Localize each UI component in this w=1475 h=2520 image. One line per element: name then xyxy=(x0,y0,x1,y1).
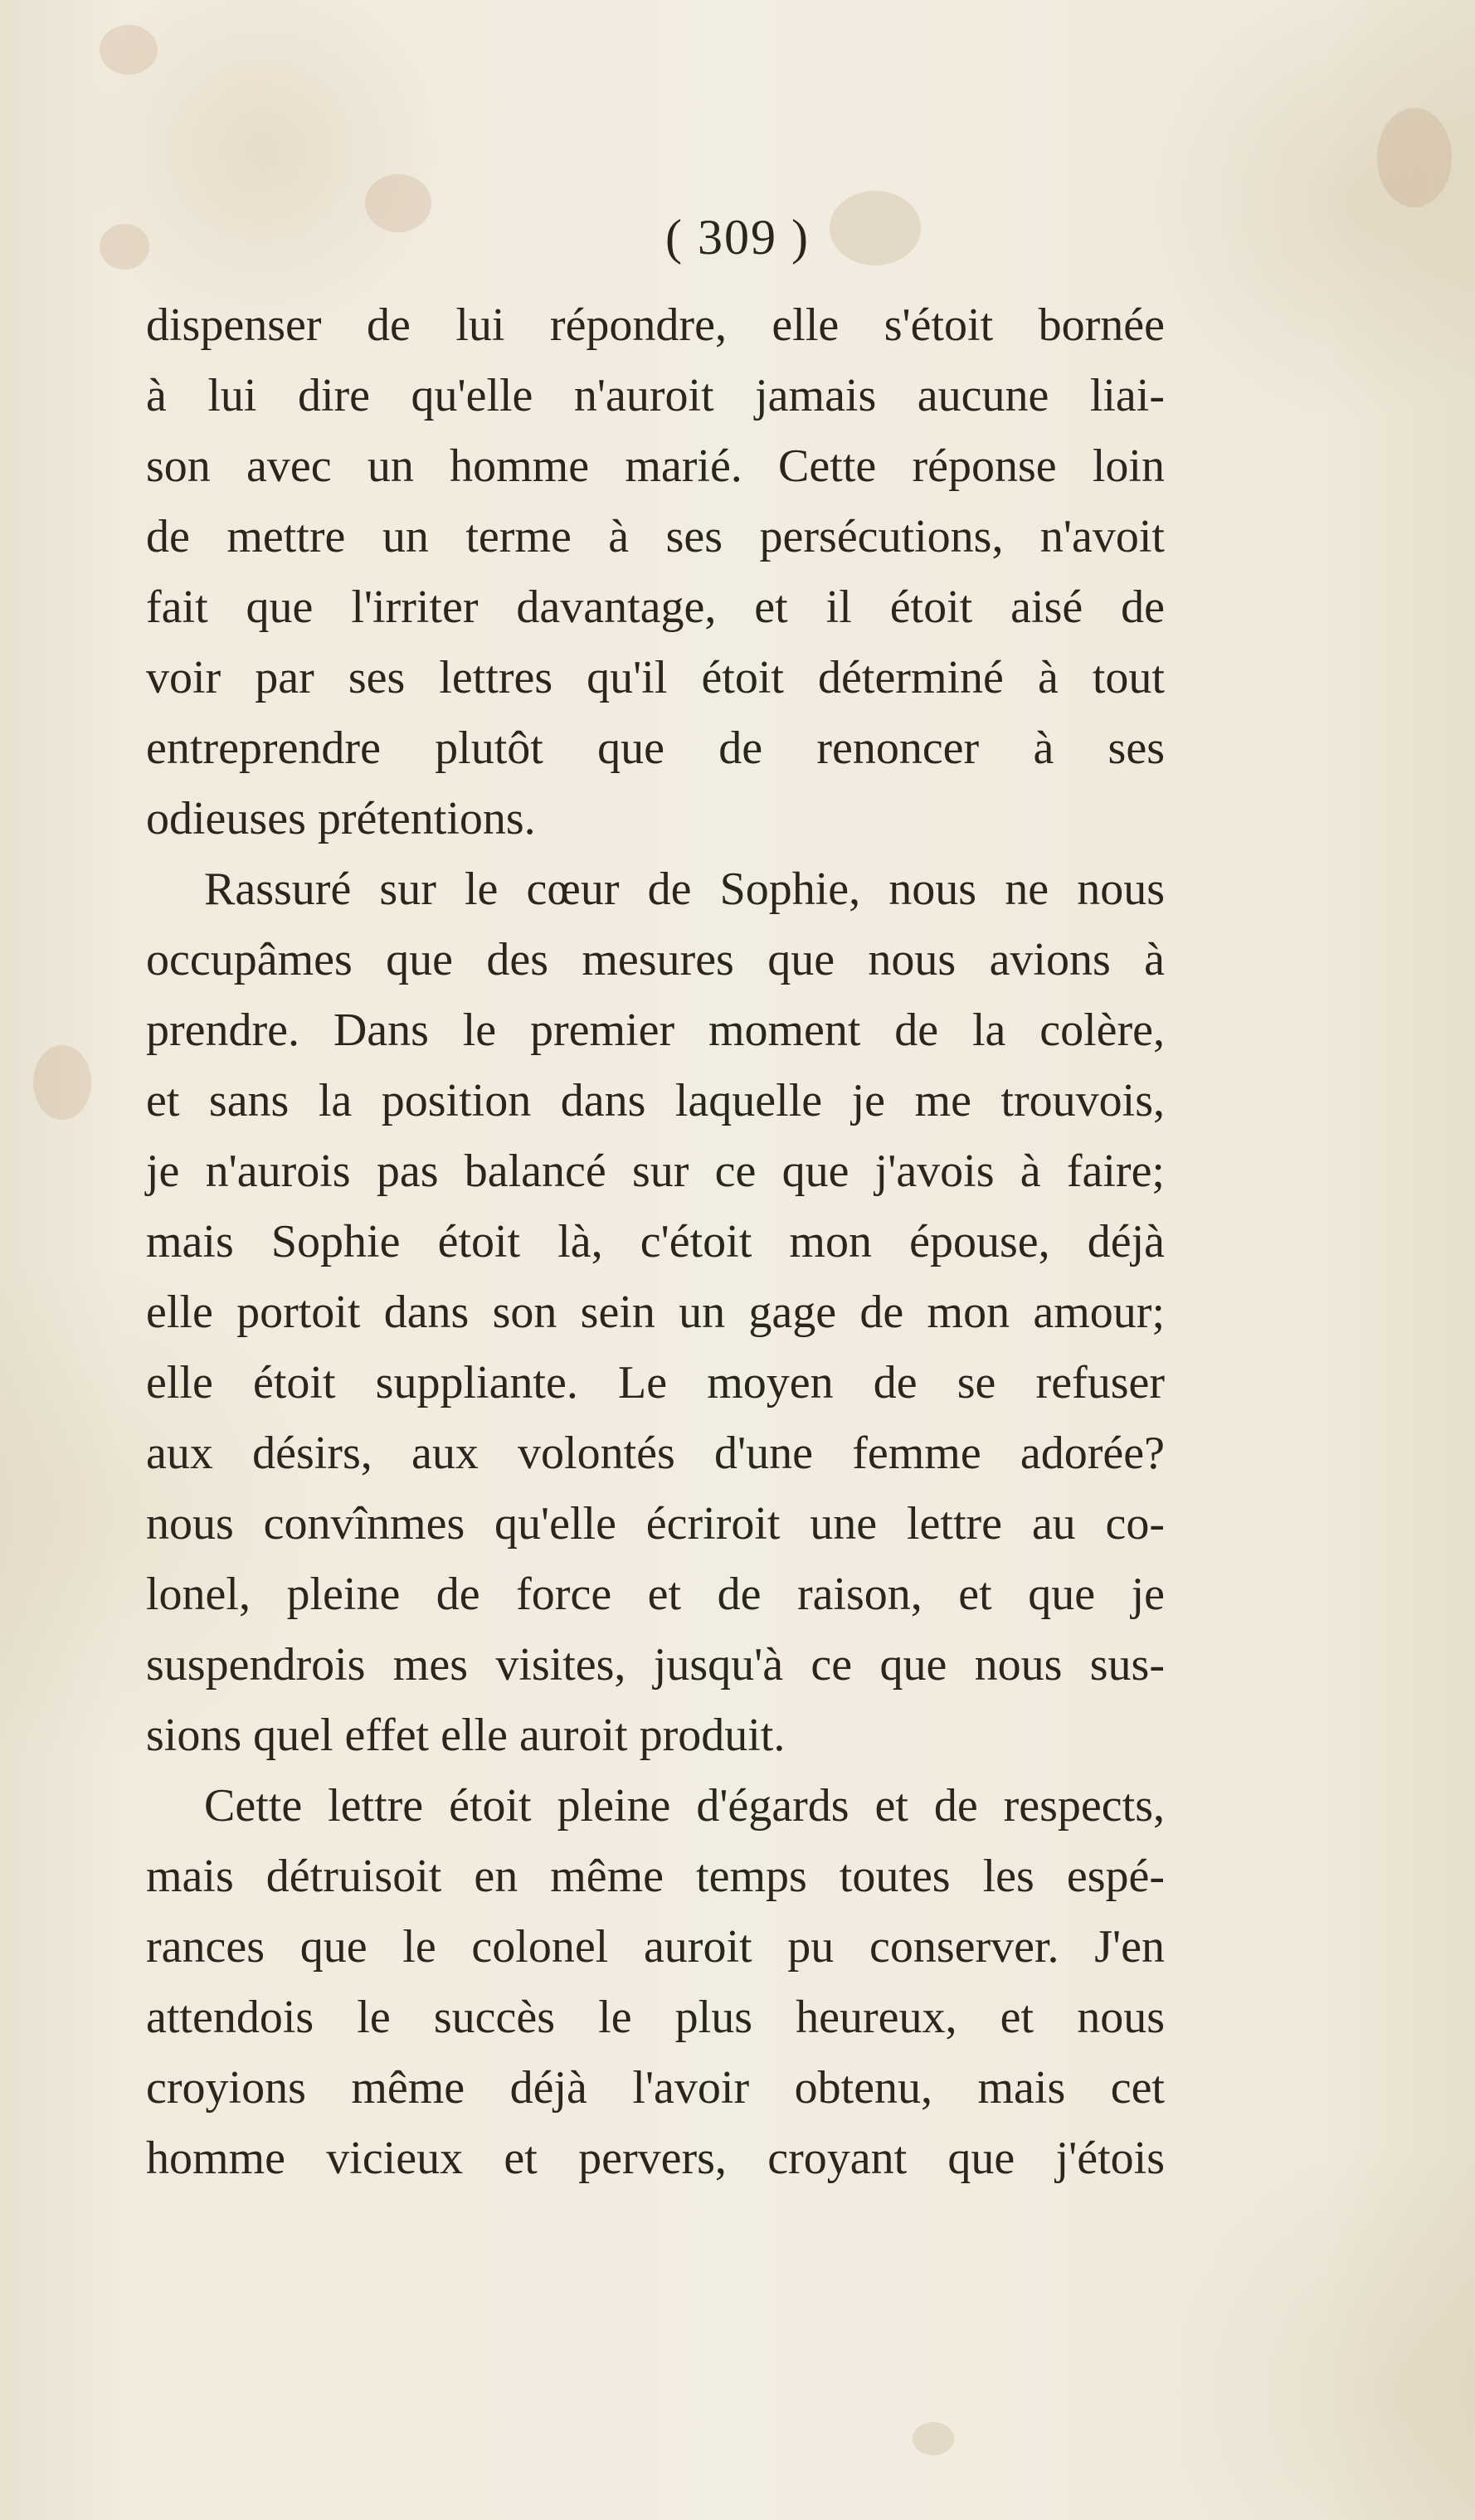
text-line: et sans la position dans laquelle je me trouvois, xyxy=(146,1075,1165,1126)
text-line: odieuses prétentions. xyxy=(146,793,536,844)
text-line: son avec un homme marié. Cette réponse loin xyxy=(146,440,1165,492)
text-line: attendois le succès le plus heureux, et nous xyxy=(146,1992,1165,2043)
text-line: Rassuré sur le cœur de Sophie, nous ne nous xyxy=(204,864,1165,915)
text-line: entreprendre plutôt que de renoncer à ses xyxy=(146,722,1165,774)
text-line: voir par ses lettres qu'il étoit déterminé à tout xyxy=(146,652,1165,703)
text-line: mais détruisoit en même temps toutes les espé- xyxy=(146,1851,1165,1902)
text-line: elle étoit suppliante. Le moyen de se refuser xyxy=(146,1357,1165,1408)
text-line: à lui dire qu'elle n'auroit jamais aucune liai- xyxy=(146,370,1165,421)
text-line: suspendrois mes visites, jusqu'à ce que nous sus- xyxy=(146,1639,1165,1691)
text-line: mais Sophie étoit là, c'étoit mon épouse, déjà xyxy=(146,1216,1165,1267)
text-line: aux désirs, aux volontés d'une femme adorée? xyxy=(146,1428,1165,1479)
text-line: prendre. Dans le premier moment de la colère, xyxy=(146,1005,1165,1056)
text-line: occupâmes que des mesures que nous avions à xyxy=(146,934,1165,985)
text-line: homme vicieux et pervers, croyant que j'étois xyxy=(146,2133,1165,2184)
text-line: elle portoit dans son sein un gage de mon amour; xyxy=(146,1287,1165,1338)
text-line: je n'aurois pas balancé sur ce que j'avois à faire; xyxy=(146,1146,1165,1197)
foxing-spot xyxy=(1377,108,1452,207)
text-line: dispenser de lui répondre, elle s'étoit bornée xyxy=(146,299,1165,351)
text-line: croyions même déjà l'avoir obtenu, mais cet xyxy=(146,2062,1165,2114)
text-line: nous convînmes qu'elle écriroit une lettre au co- xyxy=(146,1498,1165,1549)
page-number-header: ( 309 ) xyxy=(665,210,810,265)
text-line: Cette lettre étoit pleine d'égards et de respects, xyxy=(204,1780,1165,1832)
text-line: rances que le colonel auroit pu conserver. J'en xyxy=(146,1921,1165,1973)
text-line: de mettre un terme à ses persécutions, n'avoit xyxy=(146,511,1165,562)
text-line: lonel, pleine de force et de raison, et que je xyxy=(146,1569,1165,1620)
foxing-spot xyxy=(33,1045,91,1120)
foxing-spot xyxy=(913,2422,954,2455)
text-line: fait que l'irriter davantage, et il étoit aisé de xyxy=(146,581,1165,633)
foxing-spot xyxy=(100,25,158,75)
body-text xyxy=(146,290,1165,2194)
text-line: sions quel effet elle auroit produit. xyxy=(146,1710,786,1761)
